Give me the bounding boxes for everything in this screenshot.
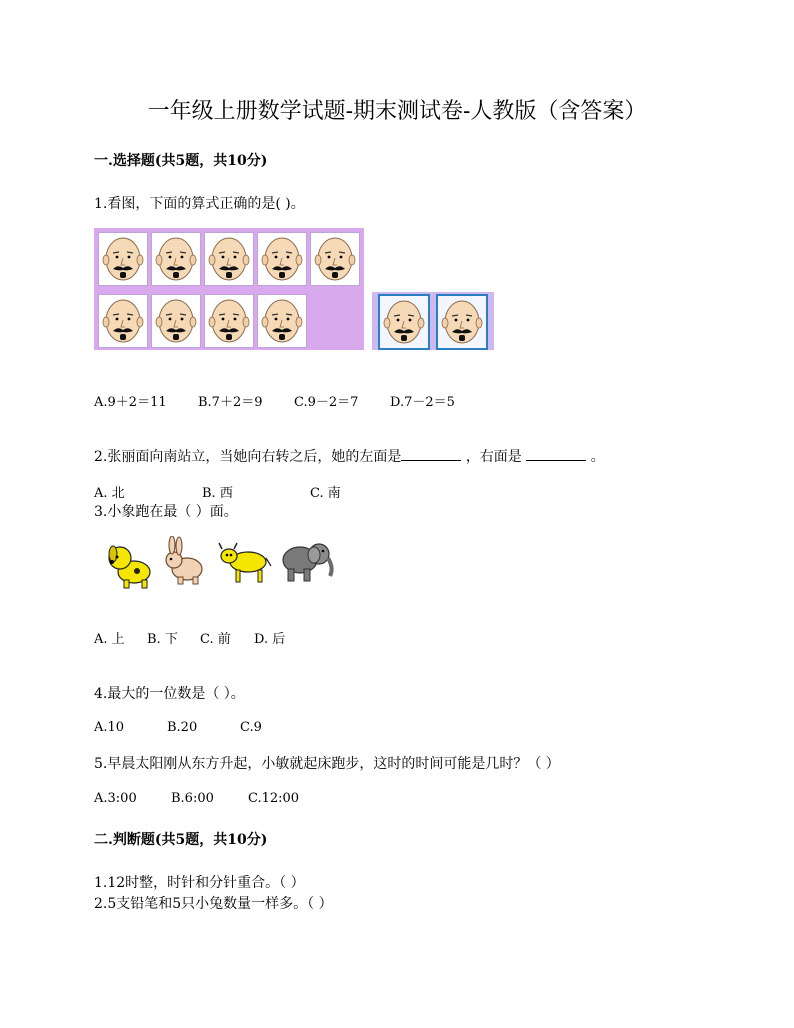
face-image: [257, 294, 307, 348]
face-image: [98, 232, 148, 286]
elephant-icon: [276, 536, 336, 584]
question-2-blank-2[interactable]: [526, 450, 586, 461]
question-1-option-a: A.9＋2＝11: [94, 395, 167, 410]
face-image: [310, 232, 360, 286]
faces-outside-box: [372, 292, 494, 350]
question-5-stem: 5.早晨太阳刚从东方升起，小敏就起床跑步，这时的时间可能是几时？（ ）: [94, 756, 560, 772]
question-2-option-a: A. 北: [94, 486, 125, 501]
question-1-option-d: D.7－2＝5: [390, 395, 455, 410]
question-3-option-c: C. 前: [200, 632, 231, 647]
question-2-text-b: ，右面是: [465, 449, 522, 465]
face-image: [204, 232, 254, 286]
face-image: [98, 294, 148, 348]
question-2-text-c: 。: [590, 449, 605, 465]
question-2-option-c: C. 南: [310, 486, 341, 501]
face-image: [151, 232, 201, 286]
faces-group-box: [94, 228, 364, 350]
section-heading-choice: 一.选择题(共5题，共10分): [94, 153, 268, 169]
question-4-option-c: C.9: [240, 720, 262, 735]
question-5-option-b: B.6:00: [171, 791, 214, 806]
face-image: [204, 294, 254, 348]
page-title: 一年级上册数学试题-期末测试卷-人教版（含答案）: [147, 99, 647, 124]
question-1-option-c: C.9－2＝7: [294, 395, 359, 410]
question-5-option-c: C.12:00: [248, 791, 300, 806]
question-1-option-b: B.7＋2＝9: [198, 395, 263, 410]
rabbit-icon: [160, 536, 210, 586]
question-5-option-a: A.3:00: [94, 791, 137, 806]
question-1-stem: 1.看图，下面的算式正确的是( )。: [94, 196, 305, 212]
question-4-option-b: B.20: [167, 720, 198, 735]
face-image: [257, 232, 307, 286]
face-image-outside: [436, 294, 488, 350]
judge-item-2: 2.5支铅笔和5只小兔数量一样多。（ ）: [94, 896, 333, 912]
question-3-option-b: B. 下: [147, 632, 178, 647]
face-image-outside: [378, 294, 430, 350]
face-image: [151, 294, 201, 348]
dog-icon: [104, 538, 156, 590]
question-2-text-a: 2.张丽面向南站立，当她向右转之后，她的左面是: [94, 449, 402, 465]
question-2-blank-1[interactable]: [401, 450, 461, 461]
cow-icon: [216, 540, 272, 584]
judge-item-1: 1.12时整，时针和分针重合。（ ）: [94, 875, 305, 891]
question-4-option-a: A.10: [94, 720, 125, 735]
question-4-stem: 4.最大的一位数是（ ）。: [94, 686, 245, 702]
question-3-option-a: A. 上: [94, 632, 125, 647]
section-heading-judge: 二.判断题(共5题，共10分): [94, 832, 268, 848]
question-3-stem: 3.小象跑在最（ ）面。: [94, 504, 238, 520]
question-2-option-b: B. 西: [202, 486, 233, 501]
question-3-option-d: D. 后: [254, 632, 286, 647]
question-2-stem: [94, 446, 605, 466]
